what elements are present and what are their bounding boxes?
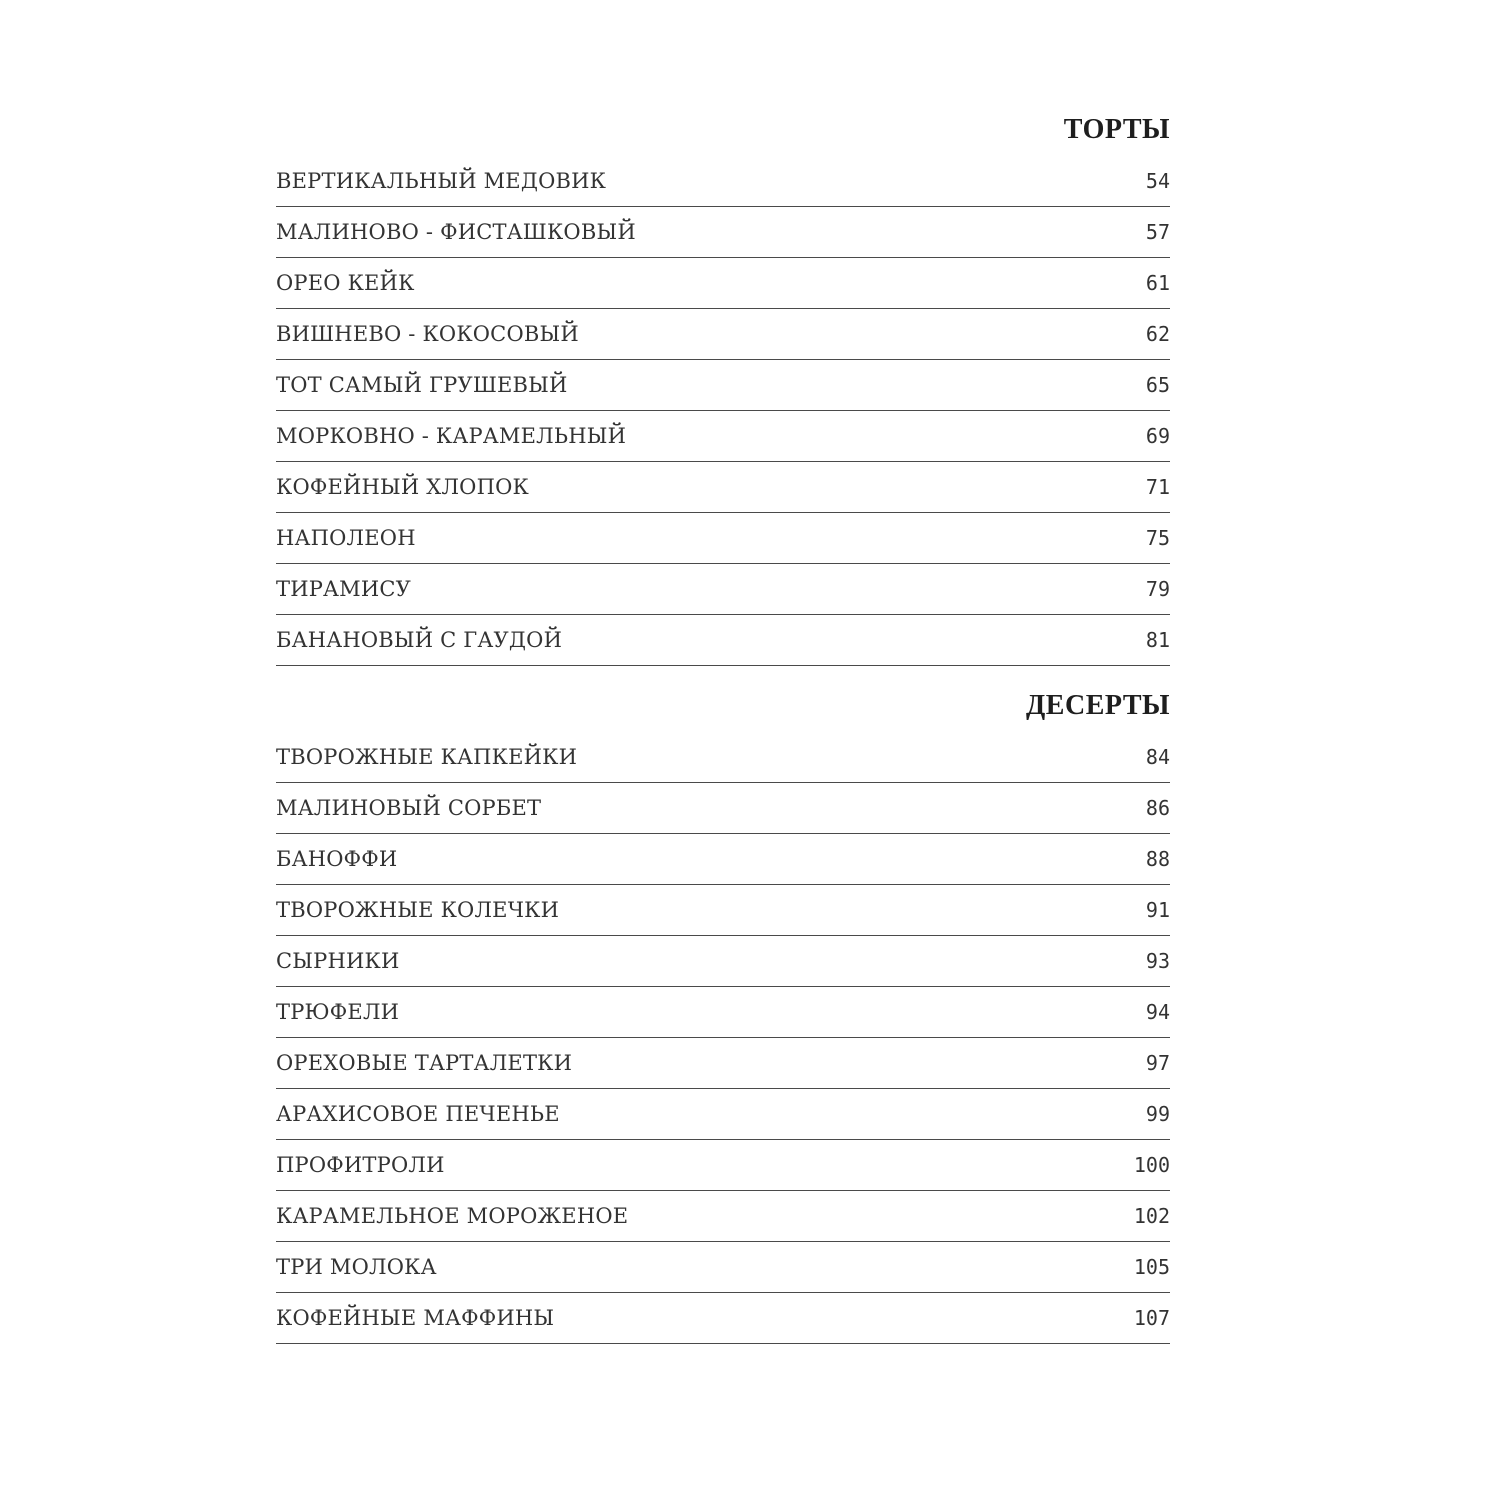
toc-page-number: 69 (1145, 424, 1170, 448)
section-desserts (276, 680, 1170, 1344)
section-title-desserts: ДЕСЕРТЫ (1026, 690, 1170, 721)
toc-entry-title: МОРКОВНО - КАРАМЕЛЬНЫЙ (276, 424, 627, 448)
toc-entry-title: ОРЕО КЕЙК (276, 271, 415, 295)
toc-entry-title: НАПОЛЕОН (276, 526, 416, 550)
toc-page-number: 93 (1145, 949, 1170, 973)
toc-page-number: 84 (1145, 745, 1170, 769)
desserts-list (276, 732, 1170, 1344)
toc-row[interactable] (276, 1038, 1170, 1089)
toc-entry-title: БАНОФФИ (276, 847, 398, 871)
toc-page-number: 91 (1145, 898, 1170, 922)
toc-entry-title: МАЛИНОВЫЙ СОРБЕТ (276, 796, 542, 820)
toc-entry-title: МАЛИНОВО - ФИСТАШКОВЫЙ (276, 220, 636, 244)
toc-entry-title: КОФЕЙНЫЙ ХЛОПОК (276, 475, 529, 499)
toc-row[interactable] (276, 309, 1170, 360)
toc-page-number: 79 (1145, 577, 1170, 601)
toc-entry-title: ТОТ САМЫЙ ГРУШЕВЫЙ (276, 373, 568, 397)
toc-page-number: 75 (1145, 526, 1170, 550)
toc-entry-title: ПРОФИТРОЛИ (276, 1153, 445, 1177)
toc-page-number: 65 (1145, 373, 1170, 397)
toc-row[interactable] (276, 936, 1170, 987)
toc-page-number: 105 (1133, 1255, 1170, 1279)
toc-row[interactable] (276, 360, 1170, 411)
toc-row[interactable] (276, 732, 1170, 783)
toc-row[interactable] (276, 1140, 1170, 1191)
toc-entry-title: АРАХИСОВОЕ ПЕЧЕНЬЕ (276, 1102, 560, 1126)
toc-entry-title: ТВОРОЖНЫЕ КОЛЕЧКИ (276, 898, 560, 922)
toc-row[interactable] (276, 564, 1170, 615)
toc-row[interactable] (276, 411, 1170, 462)
toc-page-number: 71 (1145, 475, 1170, 499)
toc-entry-title: КАРАМЕЛЬНОЕ МОРОЖЕНОЕ (276, 1204, 629, 1228)
section-cakes (276, 104, 1170, 666)
toc-entry-title: КОФЕЙНЫЕ МАФФИНЫ (276, 1306, 555, 1330)
toc-entry-title: БАНАНОВЫЙ С ГАУДОЙ (276, 628, 563, 652)
toc-entry-title: ТВОРОЖНЫЕ КАПКЕЙКИ (276, 745, 578, 769)
toc-page-number: 97 (1145, 1051, 1170, 1075)
toc-page-number: 100 (1133, 1153, 1170, 1177)
toc-row[interactable] (276, 1191, 1170, 1242)
toc-entry-title: ВИШНЕВО - КОКОСОВЫЙ (276, 322, 579, 346)
toc-entry-title: ТРИ МОЛОКА (276, 1255, 437, 1279)
toc-row[interactable] (276, 462, 1170, 513)
toc-page-number: 57 (1145, 220, 1170, 244)
toc-row[interactable] (276, 834, 1170, 885)
toc-page-number: 94 (1145, 1000, 1170, 1024)
toc-row[interactable] (276, 1293, 1170, 1344)
toc-entry-title: ТИРАМИСУ (276, 577, 412, 601)
toc-page-number: 102 (1133, 1204, 1170, 1228)
toc-entry-title: ОРЕХОВЫЕ ТАРТАЛЕТКИ (276, 1051, 573, 1075)
toc-page-number: 86 (1145, 796, 1170, 820)
toc-page-number: 99 (1145, 1102, 1170, 1126)
toc-row[interactable] (276, 258, 1170, 309)
toc-row[interactable] (276, 783, 1170, 834)
toc-row[interactable] (276, 513, 1170, 564)
toc-entry-title: СЫРНИКИ (276, 949, 400, 973)
toc-page-number: 88 (1145, 847, 1170, 871)
toc-entry-title: ТРЮФЕЛИ (276, 1000, 400, 1024)
toc-row[interactable] (276, 1242, 1170, 1293)
toc-row[interactable] (276, 156, 1170, 207)
toc-row[interactable] (276, 987, 1170, 1038)
cakes-list (276, 156, 1170, 666)
toc-row[interactable] (276, 885, 1170, 936)
toc-row[interactable] (276, 207, 1170, 258)
toc-row[interactable] (276, 1089, 1170, 1140)
toc-entry-title: ВЕРТИКАЛЬНЫЙ МЕДОВИК (276, 169, 607, 193)
toc-page-number: 107 (1133, 1306, 1170, 1330)
toc-page-number: 81 (1145, 628, 1170, 652)
toc-row[interactable] (276, 615, 1170, 666)
section-title-cakes: ТОРТЫ (1063, 114, 1170, 145)
toc-page-number: 54 (1145, 169, 1170, 193)
toc-page-number: 61 (1145, 271, 1170, 295)
toc-page-number: 62 (1145, 322, 1170, 346)
table-of-contents (276, 0, 1170, 1500)
